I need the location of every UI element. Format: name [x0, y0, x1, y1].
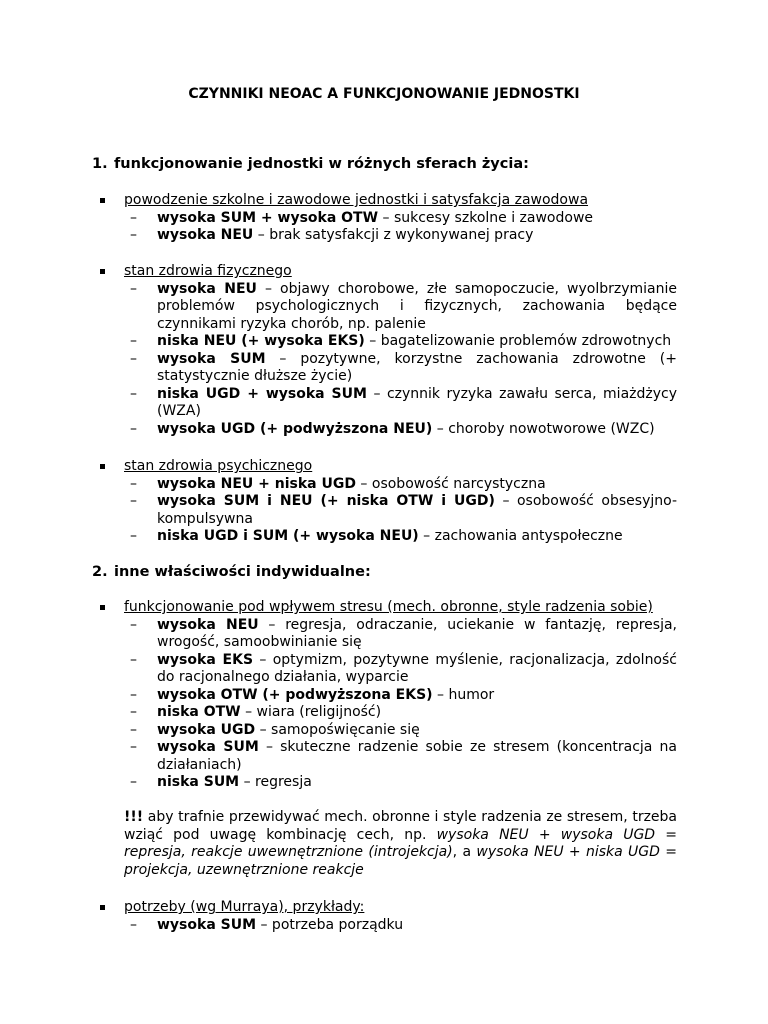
list-item: – niska OTW – wiara (religijność): [130, 704, 382, 720]
bullet-square: [100, 198, 105, 203]
list-item: – wysoka EKS – optymizm, pozytywne myślenie, racjonalizacja, zdolność do racjonalnego działania, wyparcie: [130, 651, 677, 685]
section-stress: [92, 599, 677, 792]
heading-2-text: inne właściwości indywidualne:: [114, 564, 371, 580]
bullet-square: [100, 605, 105, 610]
list-item: – niska SUM – regresja: [130, 774, 312, 790]
list-item: – wysoka SUM i NEU (+ niska OTW i UGD) – osobowość obsesyjno-kompulsywna: [130, 493, 677, 527]
list-item: – niska UGD i SUM (+ wysoka NEU) – zachowania antyspołeczne: [130, 528, 623, 544]
list-item: – wysoka UGD – samopoświęcanie się: [130, 721, 420, 738]
list-item: – wysoka NEU – brak satysfakcji z wykonywanej pracy: [130, 227, 534, 243]
bullet-square: [100, 905, 105, 910]
section-mental-health: [92, 458, 677, 546]
heading-1-number: 1.: [92, 156, 108, 172]
bullet-square: [100, 464, 105, 469]
section-career: [92, 192, 677, 245]
bullet-mental-health: [92, 458, 677, 476]
heading-2-number: 2.: [92, 564, 108, 580]
bullet-label: stan zdrowia fizycznego: [124, 263, 292, 279]
bullet-label: potrzeby (wg Murraya), przykłady:: [124, 899, 365, 915]
list-item: – wysoka SUM + wysoka OTW – sukcesy szkolne i zawodowe: [130, 209, 594, 226]
bullet-physical-health: [92, 263, 677, 281]
list-item: – wysoka SUM – potrzeba porządku: [130, 916, 404, 933]
note-mark: !!!: [124, 809, 144, 825]
bullet-stress: [92, 599, 677, 617]
list-item: – niska NEU (+ wysoka EKS) – bagatelizowanie problemów zdrowotnych: [130, 333, 672, 349]
bullet-label: stan zdrowia psychicznego: [124, 458, 313, 474]
bullet-career: [92, 192, 677, 210]
heading-2: [92, 564, 371, 582]
bullet-needs: [92, 899, 677, 917]
list-item: – niska UGD + wysoka SUM – czynnik ryzyka zawału serca, miażdżycy (WZA): [130, 385, 677, 419]
bullet-label: powodzenie szkolne i zawodowe jednostki i satysfakcja zawodowa: [124, 192, 589, 208]
bullet-square: [100, 269, 105, 274]
list-item: – wysoka UGD (+ podwyższona NEU) – choroby nowotworowe (WZC): [130, 420, 655, 437]
list-item: – wysoka NEU + niska UGD – osobowość narcystyczna: [130, 475, 546, 492]
document-title: CZYNNIKI NEOAC A FUNKCJONOWANIE JEDNOSTKI: [188, 86, 580, 102]
note-paragraph: !!! aby trafnie przewidywać mech. obronne i style radzenia ze stresem, trzeba wziąć pod uwagę kombinację cech, np. wysoka NEU + wysoka UGD = represja, reakcje uwewnętrznione (introjekcja), a wysoka NEU + niska UGD = projekcja, uzewnętrznione reakcje: [124, 809, 678, 878]
list-item: – wysoka OTW (+ podwyższona EKS) – humor: [130, 686, 495, 703]
list-item: – wysoka SUM – skuteczne radzenie sobie ze stresem (koncentracja na działaniach): [130, 739, 678, 773]
section-needs: [92, 899, 677, 934]
heading-1: [92, 156, 529, 174]
list-item: – wysoka SUM – pozytywne, korzystne zachowania zdrowotne (+ statystycznie dłuższe życie): [130, 350, 677, 384]
list-item: – wysoka NEU – regresja, odraczanie, uciekanie w fantazję, represja, wrogość, samoobwinianie się: [130, 616, 677, 650]
list-item: – wysoka NEU – objawy chorobowe, złe samopoczucie, wyolbrzymianie problemów psychologicznych i fizycznych, zachowania będące czynnikami ryzyka chorób, np. palenie: [130, 280, 677, 332]
heading-1-text: funkcjonowanie jednostki w różnych sferach życia:: [114, 156, 529, 172]
bullet-label: funkcjonowanie pod wpływem stresu (mech. obronne, style radzenia sobie): [124, 599, 653, 615]
section-physical-health: [92, 263, 677, 438]
